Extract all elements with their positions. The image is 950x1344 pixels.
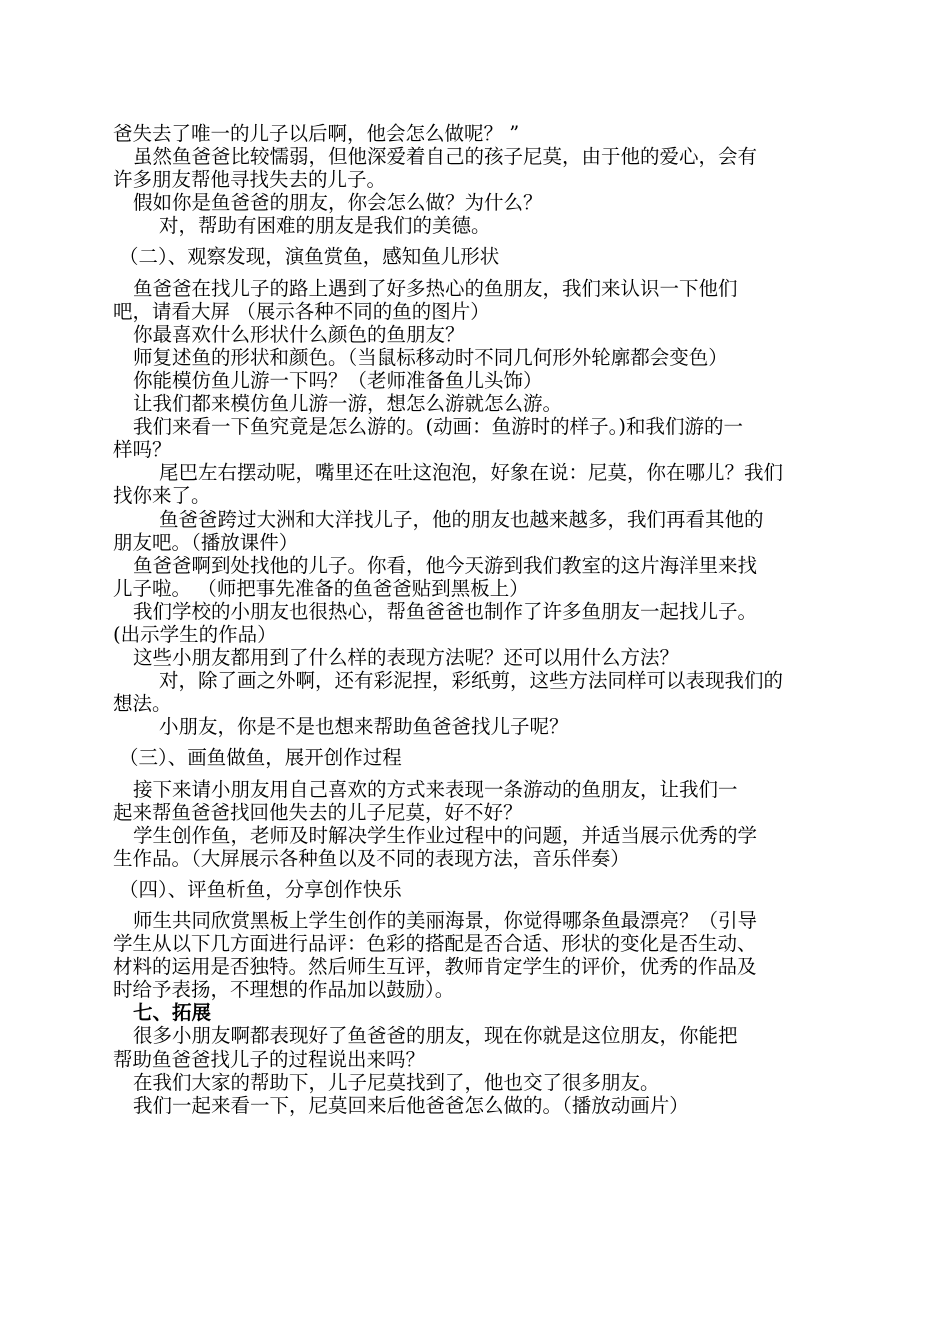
text-line: 鱼爸爸啊到处找他的儿子。你看，他今天游到我们教室的这片海洋里来找 bbox=[133, 553, 758, 577]
text-line: 起来帮鱼爸爸找回他失去的儿子尼莫，好不好？ bbox=[113, 800, 523, 824]
text-line: 虽然鱼爸爸比较懦弱，但他深爱着自己的孩子尼莫，由于他的爱心，会有 bbox=[133, 145, 758, 169]
text-line: 接下来请小朋友用自己喜欢的方式来表现一条游动的鱼朋友，让我们一 bbox=[133, 777, 738, 801]
text-line: 很多小朋友啊都表现好了鱼爸爸的朋友，现在你就是这位朋友，你能把 bbox=[133, 1024, 738, 1048]
text-line: 这些小朋友都用到了什么样的表现方法呢？还可以用什么方法？ bbox=[133, 646, 680, 670]
text-line: 朋友吧。（播放课件） bbox=[113, 530, 299, 554]
text-line: 尾巴左右摆动呢，嘴里还在吐这泡泡，好象在说：尼莫，你在哪儿？我们 bbox=[159, 461, 784, 485]
text-line: 爸失去了唯一的儿子以后啊，他会怎么做呢？ ” bbox=[113, 122, 520, 145]
text-line: 对，帮助有困难的朋友是我们的美德。 bbox=[159, 214, 491, 238]
text-line: 师生共同欣赏黑板上学生创作的美丽海景，你觉得哪条鱼最漂亮？（引导 bbox=[133, 909, 758, 932]
text-line: 我们来看一下鱼究竟是怎么游的。(动画：鱼游时的样子。)和我们游的一 bbox=[133, 415, 743, 439]
text-line: 想法。 bbox=[113, 692, 172, 716]
text-line: 材料的运用是否独特。然后师生互评，教师肯定学生的评价，优秀的作品及 bbox=[113, 955, 757, 979]
text-line: 对，除了画之外啊，还有彩泥捏，彩纸剪，这些方法同样可以表现我们的 bbox=[159, 669, 784, 693]
text-line: (出示学生的作品） bbox=[113, 622, 277, 646]
text-line: 你最喜欢什么形状什么颜色的鱼朋友？ bbox=[133, 322, 465, 346]
text-line: 儿子啦。 （师把事先准备的鱼爸爸贴到黑板上） bbox=[113, 576, 529, 600]
text-line: 样吗？ bbox=[113, 438, 172, 462]
text-line: 在我们大家的帮助下，儿子尼莫找到了，他也交了很多朋友。 bbox=[133, 1070, 660, 1094]
text-line: 找你来了。 bbox=[113, 484, 211, 508]
document-page bbox=[113, 122, 843, 1117]
section-heading: （三）、画鱼做鱼，展开创作过程 bbox=[119, 746, 402, 770]
text-line: 鱼爸爸跨过大洲和大洋找儿子，他的朋友也越来越多，我们再看其他的 bbox=[159, 507, 764, 531]
text-line: 师复述鱼的形状和颜色。（当鼠标移动时不同几何形外轮廓都会变色） bbox=[133, 345, 728, 369]
text-line: 学生从以下几方面进行品评：色彩的搭配是否合适、形状的变化是否生动、 bbox=[113, 932, 757, 956]
text-line: 鱼爸爸在找儿子的路上遇到了好多热心的鱼朋友，我们来认识一下他们 bbox=[133, 276, 738, 300]
text-line: 吧，请看大屏 （展示各种不同的鱼的图片） bbox=[113, 299, 490, 323]
text-line: 帮助鱼爸爸找儿子的过程说出来吗？ bbox=[113, 1047, 426, 1071]
text-line: 我们一起来看一下，尼莫回来后他爸爸怎么做的。（播放动画片） bbox=[133, 1093, 689, 1117]
text-line: 时给予表扬，不理想的作品加以鼓励）。 bbox=[113, 978, 455, 1002]
text-line: 生作品。（大屏展示各种鱼以及不同的表现方法，音乐伴奏） bbox=[113, 846, 630, 870]
text-line: 让我们都来模仿鱼儿游一游，想怎么游就怎么游。 bbox=[133, 392, 563, 416]
section-heading: （二）、观察发现，演鱼赏鱼，感知鱼儿形状 bbox=[119, 245, 500, 269]
chapter-heading: 七、拓展 bbox=[133, 1001, 212, 1025]
text-line: 我们学校的小朋友也很热心，帮鱼爸爸也制作了许多鱼朋友一起找儿子。 bbox=[133, 599, 758, 623]
text-line: 许多朋友帮他寻找失去的儿子。 bbox=[113, 168, 387, 192]
text-line: 假如你是鱼爸爸的朋友，你会怎么做？为什么？ bbox=[133, 191, 543, 215]
section-heading: （四）、评鱼析鱼，分享创作快乐 bbox=[119, 877, 402, 901]
text-line: 小朋友，你是不是也想来帮助鱼爸爸找儿子呢？ bbox=[159, 715, 569, 739]
text-line: 学生创作鱼，老师及时解决学生作业过程中的问题，并适当展示优秀的学 bbox=[133, 823, 758, 847]
text-line: 你能模仿鱼儿游一下吗？（老师准备鱼儿头饰） bbox=[133, 368, 543, 392]
